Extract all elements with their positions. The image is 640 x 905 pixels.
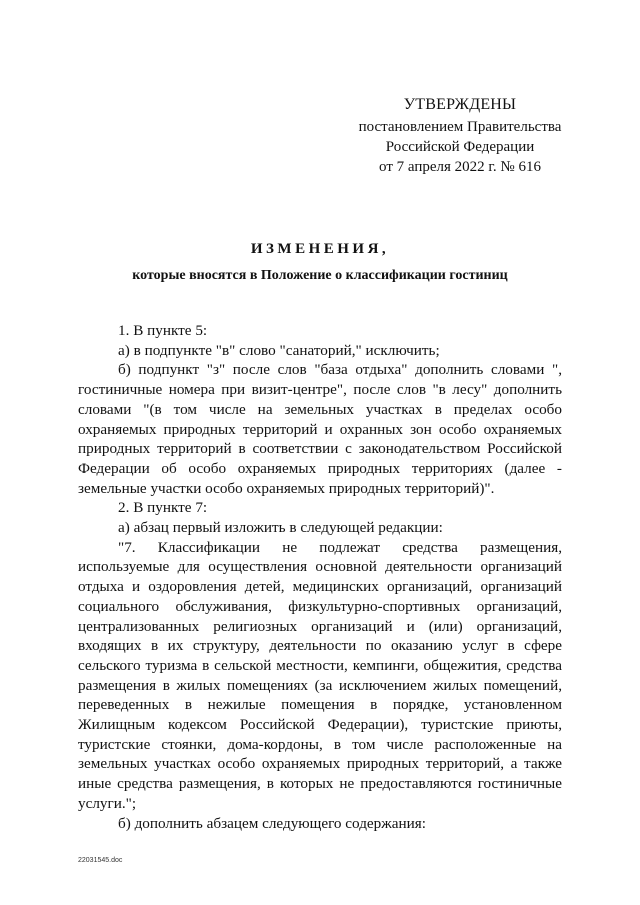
approval-title: УТВЕРЖДЕНЫ	[403, 96, 517, 113]
paragraph-1: 1. В пункте 5:	[118, 322, 208, 339]
approval-line-3: от 7 апреля 2022 г. № 616	[379, 159, 541, 175]
paragraph-3: б) подпункт "з" после слов "база отдыха" дополнить словами ", гостиничные номера при визит-центре", после слов "в лесу" дополнить словами "(в том числе на земельных участках в пределах особо охраняемых природных территорий и охранных зон особо охраняемых природных территорий в соответствии с законодательством Российской Федерации об особо охраняемых природных территориях (далее - земельные участки особо охраняемых природных территорий)".	[78, 361, 562, 497]
approval-line-1: постановлением Правительства	[358, 119, 562, 135]
document-subtitle: которые вносятся в Положение о классификации гостиниц	[132, 268, 508, 283]
paragraph-6: "7. Классификации не подлежат средства размещения, используемые для осуществления основной деятельности организаций отдыха и оздоровления детей, медицинских организаций, организаций социального обслуживания, физкультурно-спортивных организаций, централизованных религиозных организаций и (или) организаций, входящих в их структуру, деятельности по оказанию услуг в сфере сельского туризма в сельской местности, кемпинги, общежития, средства размещения в жилых помещениях (за исключением жилых помещений, переведенных в нежилые помещения в порядке, установленном Жилищным кодексом Российской Федерации), туристские приюты, туристские стоянки, дома-кордоны, в том числе расположенные на земельных участках особо охраняемых природных территорий, а также иные средства размещения, в которых не предоставляются гостиничные услуги.";	[78, 538, 562, 812]
paragraph-4: 2. В пункте 7:	[118, 499, 208, 517]
approval-block	[340, 95, 580, 177]
paragraph-7: б) дополнить абзацем следующего содержания:	[118, 814, 426, 832]
document-title: ИЗМЕНЕНИЯ,	[250, 241, 390, 257]
paragraph-2: а) в подпункте "в" слово "санаторий," исключить;	[118, 341, 440, 359]
approval-line-2: Российской Федерации	[385, 139, 535, 155]
document-body	[78, 321, 562, 833]
paragraph-5: а) абзац первый изложить в следующей редакции:	[118, 519, 443, 537]
footer-file-code: 22031545.doc	[78, 857, 123, 864]
